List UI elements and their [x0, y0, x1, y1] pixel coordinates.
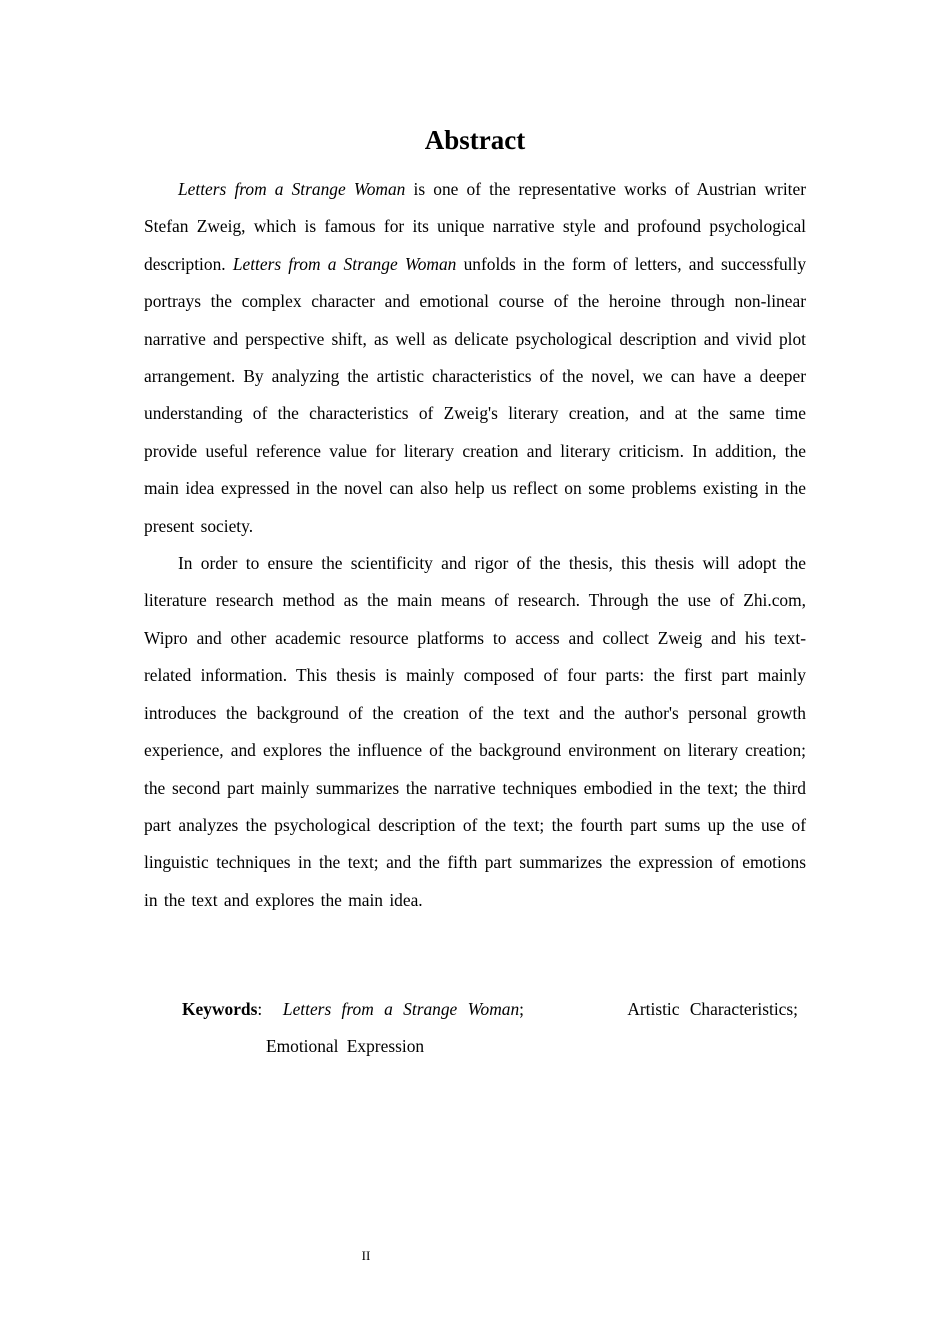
keyword-item: Artistic Characteristics; — [627, 999, 798, 1019]
paragraph-text: In order to ensure the scientificity and rigor of the thesis, this thesis will adopt the literature research method as the main means of research. Through the use of Zhi.com, Wipro and other academic resource platforms to access and collect Zweig and his text-related information. This thesis is mainly composed of four parts: the first part mainly introduces the background of the creation of the text and the author's personal growth experience, and explores the influence of the background environment on literary creation; the second part mainly summarizes the narrative techniques embodied in the text; the third part analyzes the psychological description of the text; the fourth part sums up the use of linguistic techniques in the text; and the fifth part summarizes the expression of emotions in the text and explores the main idea. — [144, 553, 806, 910]
abstract-paragraph-2 — [144, 545, 806, 919]
keywords-line-2 — [182, 1028, 798, 1065]
paragraph-text: unfolds in the form of letters, and successfully portrays the complex character and emotional course of the heroine through non-linear narrative and perspective shift, as well as delicate psychological description and vivid plot arrangement. By analyzing the artistic characteristics of the novel, we can have a deeper understanding of the characteristics of Zweig's literary creation, and at the same time provide useful reference value for literary creation and literary criticism. In addition, the main idea expressed in the novel can also help us reflect on some problems existing in the present society. — [144, 253, 807, 536]
keyword-item: Letters from a Strange Woman — [282, 999, 520, 1019]
page-title: Abstract — [424, 125, 526, 155]
keywords-label-group — [182, 991, 524, 1028]
keywords-label: Keywords — [182, 999, 258, 1019]
paragraph-text: is one of the representative works of Austrian writer Stefan Zweig, which is famous for its unique narrative style and profound psychological description. — [144, 179, 806, 274]
keywords-line-1 — [182, 991, 798, 1028]
page-number: II — [361, 1248, 371, 1263]
novel-title-italic: Letters from a Strange Woman — [232, 253, 457, 274]
novel-title-italic: Letters from a Strange Woman — [178, 179, 406, 199]
keywords-block — [182, 991, 798, 1066]
abstract-paragraph-1 — [144, 171, 806, 545]
keywords-colon: : — [257, 999, 263, 1019]
keyword-item: Emotional Expression — [266, 1036, 425, 1057]
abstract-body — [144, 171, 806, 919]
keyword-separator: ; — [519, 999, 524, 1019]
